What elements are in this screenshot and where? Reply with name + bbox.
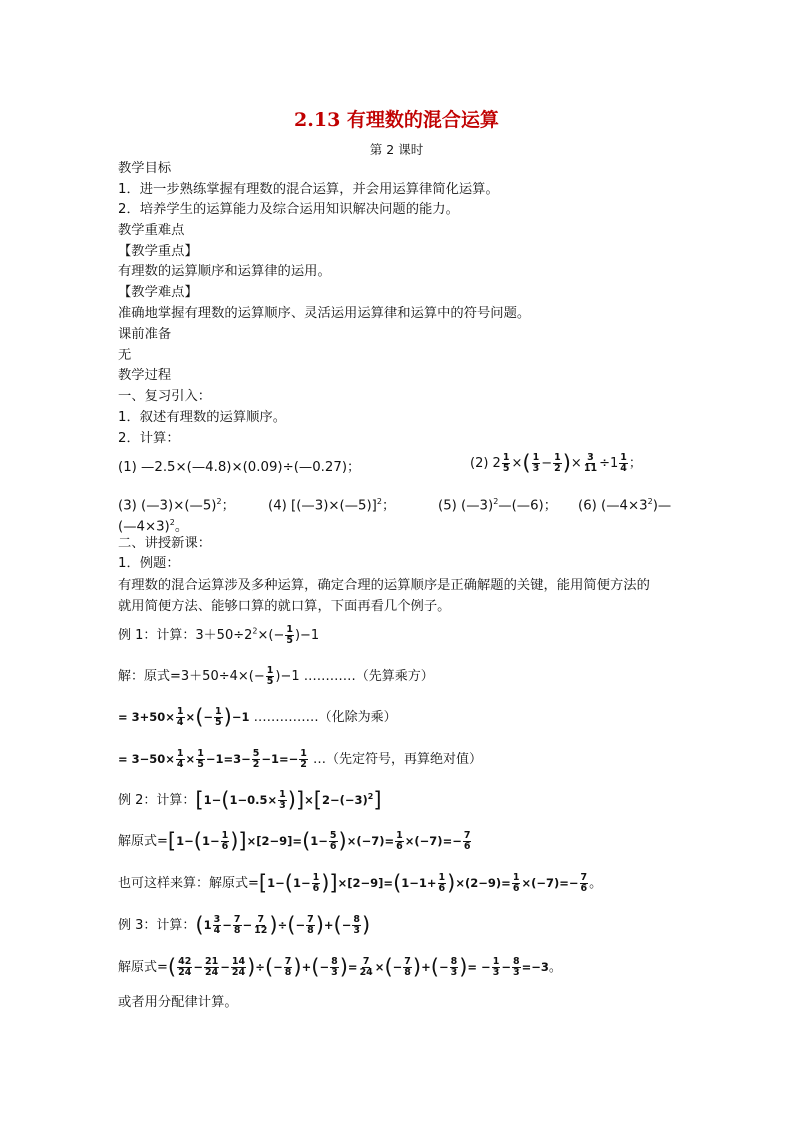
solution-1-step-3: = 3−50× $\frac{1}{4}$ × $\frac{1}{5}$ −1=3− $\frac{5}{2}$ −1=− $\frac{1}{2}$ …（先定符号，再算绝对值） — [118, 748, 483, 770]
text-line: 1．例题： — [118, 556, 180, 571]
text-line: 一、复习引入： — [118, 389, 212, 404]
exercise-3: (3) (—3)×(—5)$^2$； — [118, 497, 235, 514]
exercise-6-continued: (—4×3)$^2$。 — [118, 518, 189, 535]
paragraph-line: 就用简便方法、能够口算的就口算，下面再看几个例子。 — [118, 599, 451, 614]
text-line: 【教学难点】 — [118, 285, 198, 300]
lesson-subtitle: 第 2 课时 — [369, 142, 424, 157]
text-line: 1．叙述有理数的运算顺序。 — [118, 410, 287, 425]
paragraph-line: 有理数的混合运算涉及多种运算，确定合理的运算顺序是正确解题的关键，能用简便方法的 — [118, 578, 650, 593]
text-line: 2．计算： — [118, 431, 180, 446]
example-1: 例 1：计算：$3+50\div 2^2\times(-$ $\frac{1}{5}$ )−1 — [118, 624, 320, 646]
exercise-5: (5) (—3)$^2$—(—6)； — [438, 497, 558, 514]
text-line: 【教学重点】 — [118, 244, 198, 259]
solution-1-step-2: = 3+50× $\frac{1}{4}$ ×(− $\frac{1}{5}$ )−1 ……………（化除为乘） — [118, 705, 397, 729]
text-line: 准确地掌握有理数的运算顺序、灵活运用运算律和运算中的符号问题。 — [118, 306, 531, 321]
text-line: 有理数的运算顺序和运算律的运用。 — [118, 264, 331, 279]
exercise-6: (6) $(—4\times 3^2)—$ — [578, 497, 672, 514]
text-line: 2．培养学生的运算能力及综合运用知识解决问题的能力。 — [118, 202, 459, 217]
solution-3: 解原式=( $\frac{42}{24}$ − $\frac{21}{24}$ − $\frac{14}{24}$ )÷(− $\frac{7}{8}$ )+(− $\frac{8}{3}$ )= $\frac{7}{24}$ ×(− $\frac{7}{8}$ )+(− $\frac{8}{3}$ )= − $\frac{1}{3}$ − $\frac{8}{3}$ =−3。 — [118, 955, 562, 979]
example-3: 例 3：计算：(1 $\frac{3}{4}$ − $\frac{7}{8}$ − $\frac{7}{12}$ )÷(− $\frac{7}{8}$ )+(− $\frac{8}{3}$ ) — [118, 913, 371, 937]
exercise-4: (4) [(—3)×(—5)]$^2$； — [268, 497, 396, 514]
solution-2-alternative: 也可这样来算：解原式=[1−(1− $\frac{1}{6}$ )]×[2−9]=(1−1+ $\frac{1}{6}$ )×(2−9)= $\frac{1}{6}$ ×(−7)=− $\frac{7}{6}$ 。 — [118, 871, 603, 895]
example-2: 例 2：计算：[1−(1−0.5× $\frac{1}{3}$ )]$\times[2-(-3)^2]$ — [118, 788, 382, 812]
section-heading: 二、讲授新课： — [118, 536, 212, 551]
text-line: 课前准备 — [118, 327, 172, 342]
text-line: 无 — [118, 348, 132, 363]
solution-1-step-1: 解：原式=3＋50÷4×(− $\frac{1}{5}$ )−1 …………（先算乘方） — [118, 665, 434, 687]
text-line: 教学目标 — [118, 161, 172, 176]
exercise-1: (1) —2.5×(—4.8)×(0.09)÷(—0.27)； — [118, 460, 361, 475]
document-title: 2.13 有理数的混合运算 — [294, 109, 499, 131]
closing-line: 或者用分配律计算。 — [118, 995, 238, 1010]
exercise-2: (2) 2 $\frac{1}{5}$ ×( $\frac{1}{3}$ − $\frac{1}{2}$ )× $\frac{3}{11}$ ÷1 $\frac{1}{4}$ ； — [470, 451, 642, 475]
text-line: 教学重难点 — [118, 223, 185, 238]
text-line: 教学过程 — [118, 368, 172, 383]
text-line: 1．进一步熟练掌握有理数的混合运算，并会用运算律简化运算。 — [118, 182, 499, 197]
solution-2: 解原式=[1−(1− $\frac{1}{6}$ )]×[2−9]=(1− $\frac{5}{6}$ )×(−7)= $\frac{1}{6}$ ×(−7)=− $\frac{7}{6}$ — [118, 829, 471, 853]
